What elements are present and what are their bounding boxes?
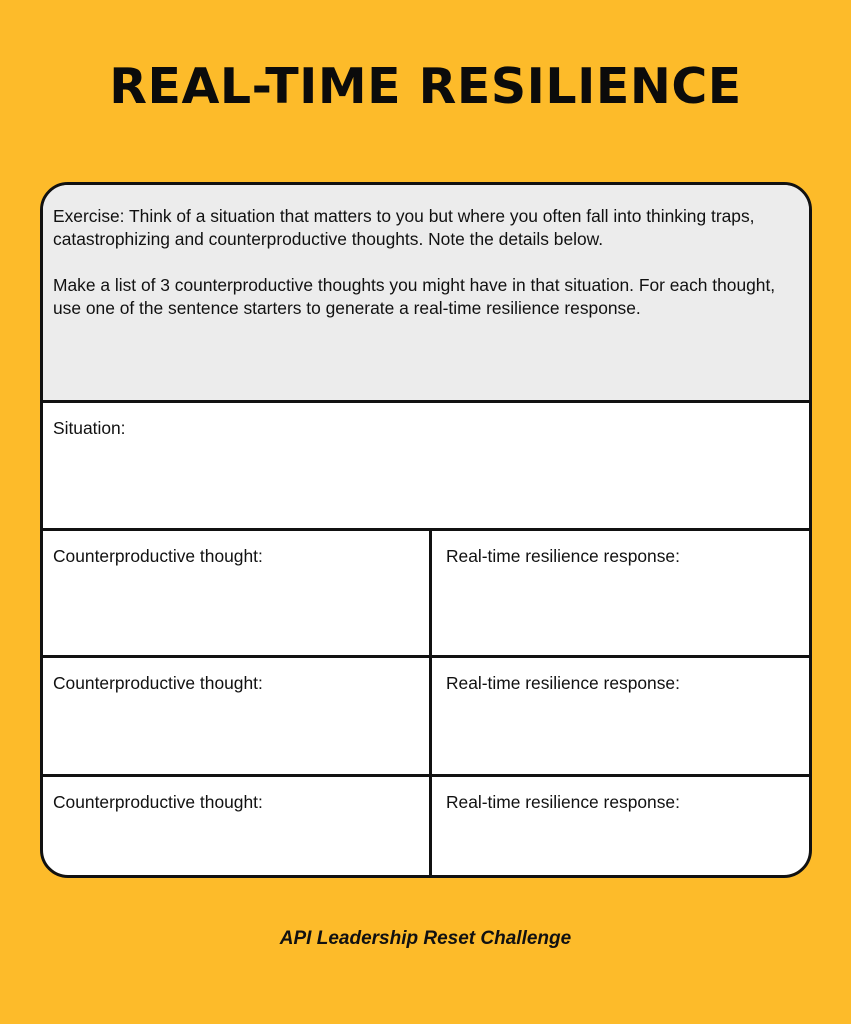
page-title: REAL-TIME RESILIENCE <box>109 58 742 115</box>
instructions-paragraph-2: Make a list of 3 counterproductive thoughts you might have in that situation. For each thought, use one of the sentence starters to generate a real-time resilience response. <box>53 275 776 318</box>
exercise-instructions <box>43 185 809 403</box>
thought-label-1: Counterproductive thought: <box>53 546 263 566</box>
thought-row-1 <box>43 531 809 658</box>
thought-label-2: Counterproductive thought: <box>53 673 263 693</box>
response-label-2: Real-time resilience response: <box>446 673 680 693</box>
thought-row-3 <box>43 777 809 875</box>
thought-row-2 <box>43 658 809 777</box>
response-label-1: Real-time resilience response: <box>446 546 680 566</box>
situation-label: Situation: <box>53 418 126 438</box>
thought-label-3: Counterproductive thought: <box>53 792 263 812</box>
instructions-paragraph-1: Exercise: Think of a situation that matters to you but where you often fall into thinking traps, catastrophizing and counterproductive thoughts. Note the details below. <box>53 206 755 249</box>
response-label-3: Real-time resilience response: <box>446 792 680 812</box>
worksheet-card <box>40 182 812 878</box>
column-divider <box>429 531 432 875</box>
footer-brand: API Leadership Reset Challenge <box>279 928 572 949</box>
situation-field[interactable] <box>43 403 809 531</box>
